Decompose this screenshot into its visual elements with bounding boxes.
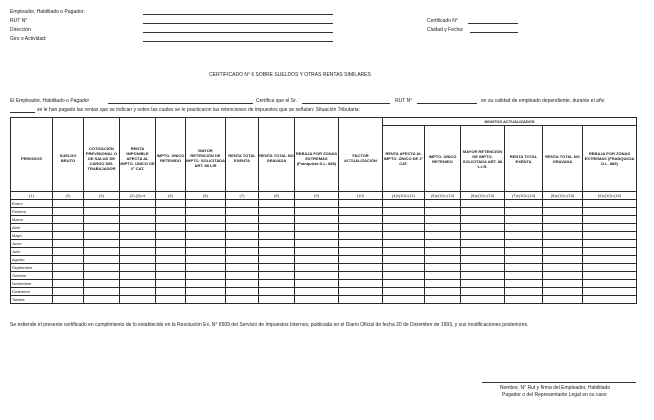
table-cell[interactable] (84, 232, 120, 240)
table-cell[interactable] (84, 216, 120, 224)
table-cell[interactable] (53, 208, 84, 216)
table-cell[interactable] (120, 208, 156, 216)
table-cell[interactable] (226, 288, 259, 296)
table-cell[interactable] (295, 256, 339, 264)
table-cell[interactable] (84, 288, 120, 296)
table-cell[interactable] (505, 264, 543, 272)
table-cell[interactable] (53, 280, 84, 288)
table-row (11, 280, 637, 288)
table-cell[interactable] (383, 224, 425, 232)
period-label: Totales (11, 296, 53, 304)
table-cell[interactable] (583, 208, 637, 216)
table-cell[interactable] (461, 272, 505, 280)
table-row (11, 248, 637, 256)
column-number-6: (6) (186, 192, 226, 200)
table-cell[interactable] (84, 256, 120, 264)
table-cell[interactable] (295, 224, 339, 232)
period-label: Diciembre (11, 288, 53, 296)
table-cell[interactable] (543, 208, 583, 216)
table-cell[interactable] (383, 280, 425, 288)
column-number-5: (5) (156, 192, 186, 200)
table-cell[interactable] (425, 248, 461, 256)
table-cell[interactable] (226, 216, 259, 224)
address-field-line[interactable] (143, 32, 333, 33)
signature-caption-2: Pagador o del Representante Legal en su caso (502, 392, 607, 398)
table-cell[interactable] (259, 288, 295, 296)
table-cell[interactable] (583, 240, 637, 248)
table-cell[interactable] (425, 272, 461, 280)
table-cell[interactable] (505, 232, 543, 240)
table-cell[interactable] (156, 200, 186, 208)
table-cell[interactable] (186, 272, 226, 280)
table-cell[interactable] (543, 296, 583, 304)
table-row (11, 264, 637, 272)
column-number-11: (4)x(10)=(11) (383, 192, 425, 200)
table-cell[interactable] (295, 200, 339, 208)
table-cell[interactable] (53, 224, 84, 232)
table-cell[interactable] (583, 280, 637, 288)
table-cell[interactable] (543, 224, 583, 232)
table-cell[interactable] (339, 208, 383, 216)
table-cell[interactable] (383, 296, 425, 304)
table-cell[interactable] (505, 288, 543, 296)
table-cell[interactable] (505, 256, 543, 264)
table-cell[interactable] (543, 280, 583, 288)
table-cell[interactable] (156, 296, 186, 304)
period-label: Septiembre (11, 264, 53, 272)
table-cell[interactable] (583, 216, 637, 224)
table-cell[interactable] (259, 296, 295, 304)
table-cell[interactable] (259, 248, 295, 256)
table-cell[interactable] (53, 256, 84, 264)
table-cell[interactable] (120, 272, 156, 280)
table-cell[interactable] (583, 232, 637, 240)
table-row (11, 208, 637, 216)
table-cell[interactable] (543, 248, 583, 256)
column-number-8: (8) (259, 192, 295, 200)
certificate-field-line[interactable] (468, 23, 518, 24)
table-cell[interactable] (339, 264, 383, 272)
intro-rut: RUT N° (395, 98, 413, 104)
table-cell[interactable] (259, 208, 295, 216)
table-cell[interactable] (339, 296, 383, 304)
table-cell[interactable] (186, 288, 226, 296)
column-header-3: COTIZACIÓN PREVISIONAL O DE SALUD DE CARGO DEL TRABAJADOR (84, 126, 120, 192)
table-cell[interactable] (295, 288, 339, 296)
table-cell[interactable] (120, 232, 156, 240)
table-cell[interactable] (543, 216, 583, 224)
table-cell[interactable] (461, 264, 505, 272)
column-header-13: MAYOR RETENCIÓN DE IMPTO. SOLICITADA ART. 88 L.I.R. (461, 126, 505, 192)
table-cell[interactable] (84, 200, 120, 208)
table-cell[interactable] (543, 272, 583, 280)
table-cell[interactable] (186, 224, 226, 232)
group-header-montos: MONTOS ACTUALIZADOS (383, 118, 637, 126)
table-cell[interactable] (339, 272, 383, 280)
table-cell[interactable] (186, 296, 226, 304)
column-header-12: IMPTO. ÚNICO RETENIDO (425, 126, 461, 192)
table-cell[interactable] (339, 288, 383, 296)
column-number-13: (6)x(10)=(13) (461, 192, 505, 200)
table-cell[interactable] (156, 280, 186, 288)
table-cell[interactable] (120, 280, 156, 288)
table-cell[interactable] (383, 272, 425, 280)
table-cell[interactable] (156, 224, 186, 232)
certificate-label: Certificado N° (427, 18, 458, 24)
table-cell[interactable] (505, 216, 543, 224)
table-cell[interactable] (461, 256, 505, 264)
table-cell[interactable] (84, 272, 120, 280)
intro-name-line[interactable] (302, 103, 390, 104)
table-cell[interactable] (53, 296, 84, 304)
table-cell[interactable] (505, 240, 543, 248)
table-cell[interactable] (53, 248, 84, 256)
table-cell[interactable] (505, 200, 543, 208)
table-cell[interactable] (295, 232, 339, 240)
table-cell[interactable] (226, 200, 259, 208)
table-cell[interactable] (84, 280, 120, 288)
table-cell[interactable] (259, 224, 295, 232)
table-cell[interactable] (425, 256, 461, 264)
table-cell[interactable] (156, 208, 186, 216)
table-cell[interactable] (259, 216, 295, 224)
period-label: Agosto (11, 256, 53, 264)
table-cell[interactable] (226, 296, 259, 304)
table-cell[interactable] (461, 296, 505, 304)
table-cell[interactable] (583, 224, 637, 232)
table-cell[interactable] (295, 240, 339, 248)
table-cell[interactable] (120, 240, 156, 248)
table-cell[interactable] (425, 208, 461, 216)
table-row (11, 224, 637, 232)
intro-year-line[interactable] (10, 112, 35, 113)
table-cell[interactable] (226, 224, 259, 232)
table-row (11, 232, 637, 240)
period-label: Enero (11, 200, 53, 208)
column-header-1: PERIODOS (11, 126, 53, 192)
table-cell[interactable] (259, 240, 295, 248)
table-cell[interactable] (259, 264, 295, 272)
table-cell[interactable] (120, 288, 156, 296)
table-cell[interactable] (543, 256, 583, 264)
table-cell[interactable] (425, 224, 461, 232)
business-label: Giro o Actividad: (10, 36, 47, 42)
period-label: Febrero (11, 208, 53, 216)
table-cell[interactable] (295, 216, 339, 224)
table-cell[interactable] (120, 296, 156, 304)
column-number-15: (8)x(10)=(15) (543, 192, 583, 200)
table-cell[interactable] (84, 264, 120, 272)
table-cell[interactable] (383, 264, 425, 272)
table-cell[interactable] (186, 264, 226, 272)
table-row (11, 200, 637, 208)
table-cell[interactable] (53, 216, 84, 224)
table-cell[interactable] (461, 200, 505, 208)
period-label: Abril (11, 224, 53, 232)
table-cell[interactable] (505, 272, 543, 280)
table-cell[interactable] (505, 296, 543, 304)
table-cell[interactable] (186, 240, 226, 248)
column-number-7: (7) (226, 192, 259, 200)
table-cell[interactable] (53, 232, 84, 240)
table-cell[interactable] (583, 256, 637, 264)
table-cell[interactable] (461, 248, 505, 256)
table-cell[interactable] (156, 272, 186, 280)
table-cell[interactable] (186, 256, 226, 264)
table-cell[interactable] (425, 216, 461, 224)
table-cell[interactable] (383, 288, 425, 296)
intro-rut-line[interactable] (417, 103, 477, 104)
certificate-title: CERTIFICADO N° 6 SOBRE SUELDOS Y OTRAS RENTAS SIMILARES (209, 72, 371, 78)
table-cell[interactable] (84, 296, 120, 304)
intro-employer-line[interactable] (108, 103, 253, 104)
table-cell[interactable] (226, 240, 259, 248)
table-cell[interactable] (505, 280, 543, 288)
period-label: Noviembre (11, 280, 53, 288)
table-cell[interactable] (425, 264, 461, 272)
table-cell[interactable] (543, 264, 583, 272)
table-cell[interactable] (295, 248, 339, 256)
table-cell[interactable] (505, 224, 543, 232)
table-cell[interactable] (53, 288, 84, 296)
table-cell[interactable] (259, 280, 295, 288)
legal-statement: Se extiende el presente certificado en cumplimiento de lo establecido en la Resolución Ex. N° 6509 del Servicio de Impuestos Internos, publicada en el Diario Oficial de fecha 20 de Diciembre de 1993, y sus modificaciones posteriores. (10, 322, 529, 328)
period-label: Mayo (11, 232, 53, 240)
table-cell[interactable] (461, 240, 505, 248)
column-header-6: MAYOR RETENCIÓN DE IMPTO. SOLICITADA ART. 88 LIR (186, 126, 226, 192)
table-cell[interactable] (383, 200, 425, 208)
table-cell[interactable] (461, 216, 505, 224)
table-cell[interactable] (226, 272, 259, 280)
table-row (11, 216, 637, 224)
table-cell[interactable] (259, 200, 295, 208)
period-label: Junio (11, 240, 53, 248)
column-header-11: RENTA AFECTA AL IMPTO. ÚNICO DE 2° CAT. (383, 126, 425, 192)
table-cell[interactable] (53, 264, 84, 272)
table-cell[interactable] (425, 296, 461, 304)
signature-line[interactable] (482, 382, 636, 383)
table-cell[interactable] (186, 200, 226, 208)
table-cell[interactable] (186, 208, 226, 216)
table-cell[interactable] (461, 208, 505, 216)
column-header-9: REBAJA POR ZONAS EXTREMAS (Franquicia D.L. 889) (295, 126, 339, 192)
table-cell[interactable] (383, 216, 425, 224)
table-cell[interactable] (156, 216, 186, 224)
table-cell[interactable] (226, 280, 259, 288)
city-date-field-line[interactable] (470, 32, 518, 33)
table-cell[interactable] (156, 264, 186, 272)
table-cell[interactable] (295, 296, 339, 304)
table-cell[interactable] (186, 232, 226, 240)
table-cell[interactable] (53, 240, 84, 248)
table-cell[interactable] (383, 208, 425, 216)
table-cell[interactable] (84, 240, 120, 248)
table-cell[interactable] (425, 200, 461, 208)
signature-caption-1: Nombre, N° Rut y firma del Empleador, Habilitado (500, 385, 611, 391)
table-cell[interactable] (226, 248, 259, 256)
table-cell[interactable] (186, 216, 226, 224)
column-header-7: RENTA TOTAL EXENTA (226, 126, 259, 192)
column-number-12: (5)x(10)=(12) (425, 192, 461, 200)
table-row (11, 256, 637, 264)
table-cell[interactable] (84, 248, 120, 256)
table-cell[interactable] (425, 280, 461, 288)
column-number-14: (7)x(10)=(14) (505, 192, 543, 200)
table-row (11, 272, 637, 280)
table-cell[interactable] (505, 208, 543, 216)
table-cell[interactable] (120, 256, 156, 264)
table-cell[interactable] (295, 208, 339, 216)
column-number-2: (2) (53, 192, 84, 200)
table-cell[interactable] (543, 288, 583, 296)
table-cell[interactable] (339, 216, 383, 224)
intro-line2: se le han pagado las rentas que se indican y sobre las cuales se le practicaron las retenciones de impuestos que se señalan: Situación Tributaria: (37, 107, 360, 113)
table-cell[interactable] (583, 200, 637, 208)
table-row (11, 288, 637, 296)
table-row (11, 296, 637, 304)
column-header-4: RENTA IMPONIBLE AFECTA AL IMPTO. ÚNICO DE 2° CAT. (120, 126, 156, 192)
table-cell[interactable] (295, 280, 339, 288)
period-label: Marzo (11, 216, 53, 224)
column-header-2: SUELDO BRUTO (53, 126, 84, 192)
table-cell[interactable] (156, 240, 186, 248)
table-cell[interactable] (383, 256, 425, 264)
table-cell[interactable] (339, 280, 383, 288)
address-label: Dirección (10, 27, 31, 33)
rut-field-line[interactable] (143, 23, 333, 24)
column-header-8: RENTA TOTAL NO GRAVADA (259, 126, 295, 192)
table-cell[interactable] (383, 248, 425, 256)
table-cell[interactable] (505, 248, 543, 256)
table-cell[interactable] (543, 240, 583, 248)
column-header-14: RENTA TOTAL EXENTA (505, 126, 543, 192)
blank-header-cell (11, 118, 53, 126)
rut-label: RUT N° (10, 18, 28, 24)
intro-certifies: Certifica que el Sr. (256, 98, 297, 104)
table-cell[interactable] (120, 248, 156, 256)
table-cell[interactable] (226, 208, 259, 216)
intro-capacity: en su calidad de empleado dependiente, durante el año (481, 98, 605, 104)
column-number-1: (1) (11, 192, 53, 200)
table-cell[interactable] (259, 232, 295, 240)
table-cell[interactable] (259, 256, 295, 264)
table-cell[interactable] (583, 248, 637, 256)
column-number-9: (9) (295, 192, 339, 200)
table-cell[interactable] (583, 272, 637, 280)
table-cell[interactable] (226, 264, 259, 272)
table-cell[interactable] (461, 280, 505, 288)
table-cell[interactable] (339, 248, 383, 256)
table-cell[interactable] (339, 240, 383, 248)
table-cell[interactable] (53, 200, 84, 208)
period-label: Julio (11, 248, 53, 256)
employer-label: Empleador, Habilitado o Pagador: (10, 9, 85, 15)
intro-employer: El Empleador, Habilitado o Pagador (10, 98, 90, 104)
business-field-line[interactable] (143, 41, 333, 42)
column-number-3: (3) (84, 192, 120, 200)
table-cell[interactable] (120, 264, 156, 272)
table-cell[interactable] (425, 232, 461, 240)
table-cell[interactable] (120, 216, 156, 224)
table-cell[interactable] (84, 224, 120, 232)
table-cell[interactable] (583, 288, 637, 296)
table-cell[interactable] (84, 208, 120, 216)
column-header-15: RENTA TOTAL NO GRAVADA (543, 126, 583, 192)
column-header-10: FACTOR ACTUALIZACIÓN (339, 126, 383, 192)
table-cell[interactable] (156, 256, 186, 264)
table-cell[interactable] (425, 288, 461, 296)
table-cell[interactable] (156, 248, 186, 256)
table-cell[interactable] (583, 296, 637, 304)
table-cell[interactable] (461, 288, 505, 296)
table-cell[interactable] (53, 272, 84, 280)
table-cell[interactable] (226, 256, 259, 264)
table-cell[interactable] (226, 232, 259, 240)
table-cell[interactable] (339, 224, 383, 232)
table-cell[interactable] (295, 272, 339, 280)
employer-field-line[interactable] (143, 14, 333, 15)
table-cell[interactable] (120, 200, 156, 208)
column-number-16: (9)x(10)=(16) (583, 192, 637, 200)
table-cell[interactable] (461, 232, 505, 240)
table-cell[interactable] (339, 256, 383, 264)
table-cell[interactable] (425, 240, 461, 248)
table-cell[interactable] (259, 272, 295, 280)
table-cell[interactable] (186, 280, 226, 288)
table-row (11, 240, 637, 248)
table-cell[interactable] (186, 248, 226, 256)
table-cell[interactable] (120, 224, 156, 232)
table-cell[interactable] (543, 232, 583, 240)
period-label: Octubre (11, 272, 53, 280)
table-cell[interactable] (383, 232, 425, 240)
table-cell[interactable] (156, 232, 186, 240)
column-header-5: IMPTO. ÚNICO RETENIDO (156, 126, 186, 192)
table-cell[interactable] (583, 264, 637, 272)
table-cell[interactable] (543, 200, 583, 208)
table-cell[interactable] (339, 200, 383, 208)
column-header-16: REBAJA POR ZONAS EXTREMAS (FRANQUICIA D.L. 889) (583, 126, 637, 192)
table-cell[interactable] (383, 240, 425, 248)
table-cell[interactable] (156, 288, 186, 296)
table-cell[interactable] (461, 224, 505, 232)
city-date-label: Ciudad y Fecha: (427, 27, 464, 33)
rents-table (10, 117, 637, 304)
table-cell[interactable] (295, 264, 339, 272)
column-number-10: (10) (339, 192, 383, 200)
table-cell[interactable] (339, 232, 383, 240)
column-number-4: (2)-(3)=4 (120, 192, 156, 200)
